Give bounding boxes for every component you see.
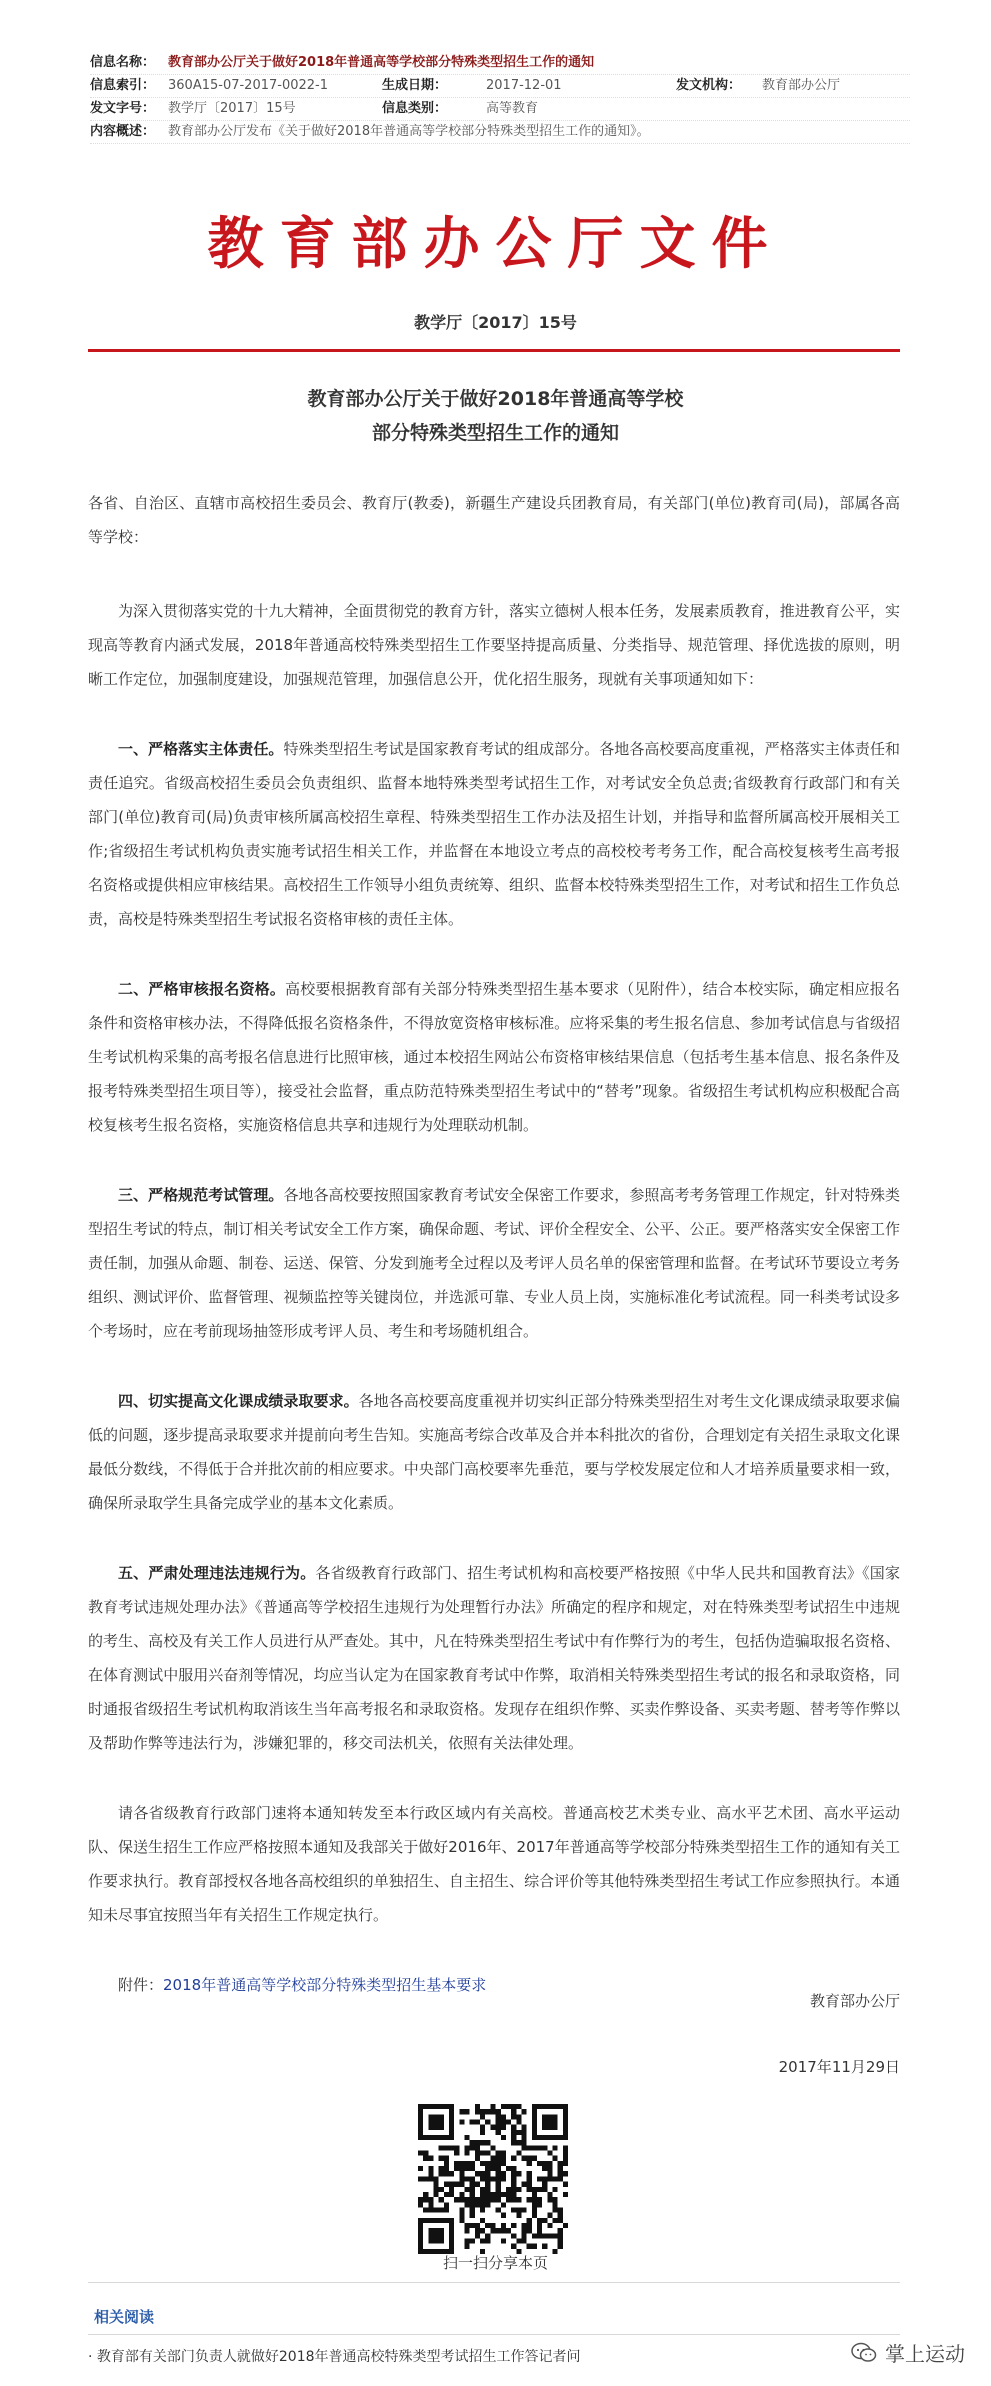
section-2-text: 高校要根据教育部有关部分特殊类型招生基本要求（见附件），结合本校实际，确定相应报名条件和资格审核办法，不得降低报名资格条件，不得放宽资格审核标准。应将采集的考生报名信息、参加考试信息与省级招生考试机构采集的高考报名信息进行比照审核，通过本校招生网站公布资格审核结果信息（包括考生基本信息、报名条件及报考特殊类型招生项目等），接受社会监督，重点防范特殊类型招生考试中的“替考”现象。省级招生考试机构应积极配合高校复核考生报名资格，实施资格信息共享和违规行为处理联动机制。 xyxy=(88,980,900,1134)
closing-paragraph: 请各省级教育行政部门速将本通知转发至本行政区域内有关高校。普通高校艺术类专业、高水平艺术团、高水平运动队、保送生招生工作应严格按照本通知及我部关于做好2016年、2017年普通高等学校部分特殊类型招生工作的通知有关工作要求执行。教育部授权各地各高校组织的单独招生、自主招生、综合评价等其他特殊类型招生考试工作应参照执行。本通知未尽事宜按照当年有关招生工作规定执行。 xyxy=(88,1804,900,1924)
related-item[interactable]: · 教育部有关部门负责人就做好2018年普通高校特殊类型考试招生工作答记者问 xyxy=(88,2349,581,2365)
watermark xyxy=(851,2338,965,2367)
document-number: 教学厅〔2017〕15号 xyxy=(414,313,577,332)
qr-code xyxy=(418,2104,568,2254)
attachment-label: 附件： xyxy=(118,1976,164,1994)
notice-body xyxy=(88,486,900,2038)
meta-org-value: 教育部办公厅 xyxy=(762,78,841,93)
qr-label: 扫一扫分享本页 xyxy=(442,2254,548,2272)
intro-paragraph: 为深入贯彻落实党的十九大精神，全面贯彻党的教育方针，落实立德树人根本任务，发展素质教育，推进教育公平，实现高等教育内涵式发展，2018年普通高校特殊类型招生工作要坚持提高质量、分类指导、规范管理、择优选拔的原则，明晰工作定位，加强制度建设，加强规范管理，加强信息公开，优化招生服务，现就有关事项通知如下： xyxy=(88,602,900,688)
section-4-text: 各地各高校要高度重视并切实纠正部分特殊类型招生对考生文化课成绩录取要求偏低的问题，逐步提高录取要求并提前向考生告知。实施高考综合改革及合并本科批次的省份，合理划定有关招生录取文化课最低分数线，不得低于合并批次前的相应要求。中央部门高校要率先垂范，要与学校发展定位和人才培养质量要求相一致，确保所录取学生具备完成学业的基本文化素质。 xyxy=(88,1392,900,1512)
attachment xyxy=(88,1968,900,2002)
meta-summary-value: 教育部办公厅发布《关于做好2018年普通高等学校部分特殊类型招生工作的通知》。 xyxy=(168,124,650,139)
section-3-heading: 三、严格规范考试管理。 xyxy=(118,1186,284,1204)
related-heading-rule xyxy=(88,2334,900,2335)
meta-index-label: 信息索引： xyxy=(90,78,156,93)
related-divider xyxy=(88,2282,900,2283)
section-1-text: 特殊类型招生考试是国家教育考试的组成部分。各地各高校要高度重视，严格落实主体责任和责任追究。省级高校招生委员会负责组织、监督本地特殊类型考试招生工作，对考试安全负总责;省级教育行政部门和有关部门(单位)教育司(局)负责审核所属高校招生章程、特殊类型招生工作办法及招生计划，并指导和监督所属高校开展相关工作;省级招生考试机构负责实施考试招生相关工作，并监督在本地设立考点的高校校考考务工作，配合高校复核考生高考报名资格或提供相应审核结果。高校招生工作领导小组负责统筹、组织、监督本校特殊类型招生工作，对考试和招生工作负总责，高校是特殊类型招生考试报名资格审核的责任主体。 xyxy=(88,740,900,928)
salutation: 各省、自治区、直辖市高校招生委员会、教育厅(教委)，新疆生产建设兵团教育局，有关部门(单位)教育司(局)，部属各高等学校： xyxy=(88,494,900,546)
document-header-title: 教育部办公厅文件 xyxy=(207,211,784,277)
meta-row-summary xyxy=(90,121,910,144)
notice-title-line1: 教育部办公厅关于做好2018年普通高等学校 xyxy=(307,388,684,410)
notice-title-line2: 部分特殊类型招生工作的通知 xyxy=(371,422,619,444)
watermark-text: 掌上运动 xyxy=(885,2342,965,2366)
meta-name-label: 信息名称： xyxy=(90,55,156,70)
section-4 xyxy=(88,1384,900,1520)
section-2-heading: 二、严格审核报名资格。 xyxy=(118,980,286,998)
section-5-text: 各省级教育行政部门、招生考试机构和高校要严格按照《中华人民共和国教育法》《国家教育考试违规处理办法》《普通高等学校招生违规行为处理暂行办法》所确定的程序和规定，对在特殊类型考试招生中违规的考生、高校及有关工作人员进行从严查处。其中，凡在特殊类型招生考试中有作弊行为的考生，包括伪造骗取报名资格、在体育测试中服用兴奋剂等情况，均应当认定为在国家教育考试中作弊，取消相关特殊类型招生考试的报名和录取资格，同时通报省级招生考试机构取消该生当年高考报名和录取资格。发现存在组织作弊、买卖作弊设备、买卖考题、替考等作弊以及帮助作弊等违法行为，涉嫌犯罪的，移交司法机关，依照有关法律处理。 xyxy=(88,1564,900,1752)
section-1-heading: 一、严格落实主体责任。 xyxy=(118,740,284,758)
section-4-heading: 四、切实提高文化课成绩录取要求。 xyxy=(118,1392,359,1410)
meta-docno-value: 教学厅〔2017〕15号 xyxy=(168,101,296,116)
meta-row-index xyxy=(90,75,910,98)
meta-row-name xyxy=(90,52,910,75)
meta-docno-label: 发文字号： xyxy=(90,101,156,116)
signature-date: 2017年11月29日 xyxy=(778,2058,900,2076)
meta-gen-date-label: 生成日期： xyxy=(382,78,448,93)
section-3 xyxy=(88,1178,900,1348)
signature-org: 教育部办公厅 xyxy=(809,1992,900,2010)
related-heading: 相关阅读 xyxy=(94,2308,155,2326)
notice-title xyxy=(0,382,991,450)
meta-category-value: 高等教育 xyxy=(486,101,539,116)
meta-category-label: 信息类别： xyxy=(382,101,448,116)
meta-summary-label: 内容概述： xyxy=(90,124,156,139)
meta-org-label: 发文机构： xyxy=(676,78,742,93)
section-1 xyxy=(88,732,900,936)
section-5 xyxy=(88,1556,900,1760)
section-2 xyxy=(88,972,900,1142)
red-divider xyxy=(88,349,900,352)
meta-index-value: 360A15-07-2017-0022-1 xyxy=(168,78,328,93)
section-5-heading: 五、严肃处理违法违规行为。 xyxy=(118,1564,316,1582)
metadata-table xyxy=(90,52,910,144)
attachment-link[interactable]: 2018年普通高等学校部分特殊类型招生基本要求 xyxy=(163,1976,487,1994)
wechat-icon xyxy=(851,2342,877,2364)
meta-name-value: 教育部办公厅关于做好2018年普通高等学校部分特殊类型招生工作的通知 xyxy=(168,55,595,70)
meta-row-docno xyxy=(90,98,910,121)
meta-gen-date-value: 2017-12-01 xyxy=(486,78,562,93)
section-3-text: 各地各高校要按照国家教育考试安全保密工作要求，参照高考考务管理工作规定，针对特殊类型招生考试的特点，制订相关考试安全工作方案，确保命题、考试、评价全程安全、公平、公正。要严格落实安全保密工作责任制，加强从命题、制卷、运送、保管、分发到施考全过程以及考评人员名单的保密管理和监督。在考试环节要设立考务组织、测试评价、监督管理、视频监控等关键岗位，并选派可靠、专业人员上岗，实施标准化考试流程。同一科类考试设多个考场时，应在考前现场抽签形成考评人员、考生和考场随机组合。 xyxy=(88,1186,900,1340)
